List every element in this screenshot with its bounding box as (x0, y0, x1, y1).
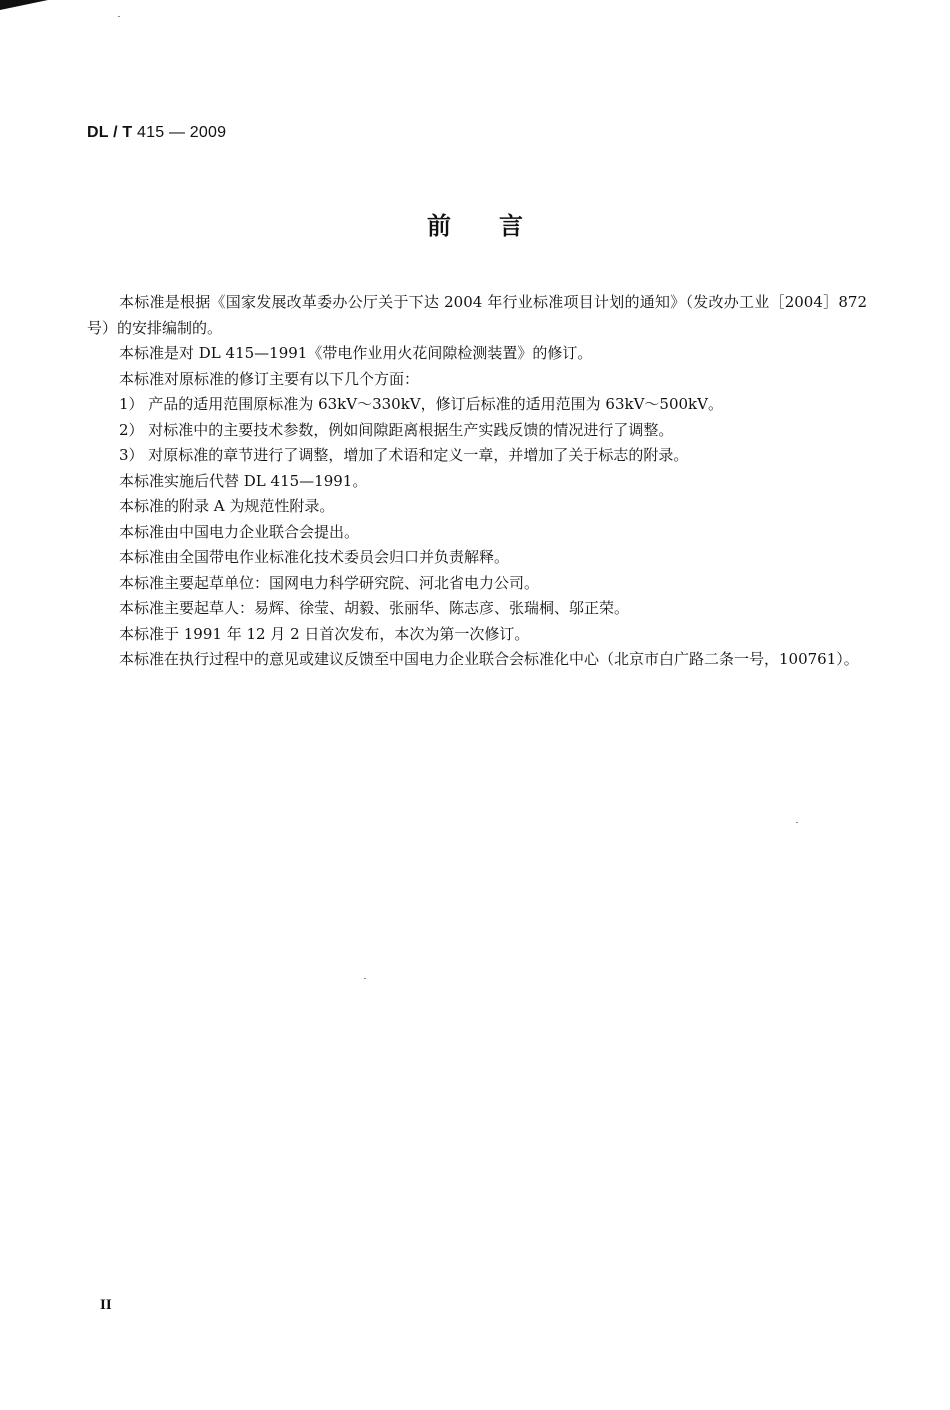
paragraph: 本标准主要起草单位：国网电力科学研究院、河北省电力公司。 (119, 573, 540, 592)
paragraph: 本标准于 1991 年 12 月 2 日首次发布，本次为第一次修订。 (119, 624, 530, 643)
scan-speck (364, 978, 366, 979)
page-number: II (100, 1297, 112, 1313)
paragraph: 本标准实施后代替 DL 415—1991。 (119, 471, 368, 490)
list-item: 3） 对原标准的章节进行了调整，增加了术语和定义一章，并增加了关于标志的附录。 (119, 446, 689, 464)
paragraph: 本标准对原标准的修订主要有以下几个方面： (119, 369, 420, 388)
standard-number: 415 — 2009 (137, 124, 227, 141)
standard-number-header (87, 124, 226, 142)
paragraph: 本标准由中国电力企业联合会提出。 (119, 522, 360, 541)
page-title: 前言 (427, 212, 571, 240)
standard-prefix: DL / T (87, 124, 133, 141)
list-item: 2） 对标准中的主要技术参数，例如间隙距离根据生产实践反馈的情况进行了调整。 (119, 420, 674, 439)
scan-speck (796, 822, 798, 823)
paragraph: 本标准的附录 A 为规范性附录。 (119, 497, 335, 515)
foreword-body (87, 290, 867, 673)
paragraph: 本标准由全国带电作业标准化技术委员会归口并负责解释。 (119, 548, 510, 566)
paragraph: 本标准是根据《国家发展改革委办公厅关于下达 2004 年行业标准项目计划的通知》（发改办工业［2004］872 号）的安排编制的。 (87, 293, 867, 337)
scan-corner-mark (0, 0, 48, 10)
paragraph: 本标准主要起草人：易辉、徐莹、胡毅、张丽华、陈志彦、张瑞桐、邬正荣。 (119, 599, 630, 617)
list-item: 1） 产品的适用范围原标准为 63kV～330kV，修订后标准的适用范围为 63kV～500kV。 (119, 395, 723, 413)
scan-speck (118, 16, 120, 17)
paragraph: 本标准在执行过程中的意见或建议反馈至中国电力企业联合会标准化中心（北京市白广路二条一号，100761）。 (119, 650, 859, 668)
paragraph: 本标准是对 DL 415—1991《带电作业用火花间隙检测装置》的修订。 (119, 344, 593, 362)
